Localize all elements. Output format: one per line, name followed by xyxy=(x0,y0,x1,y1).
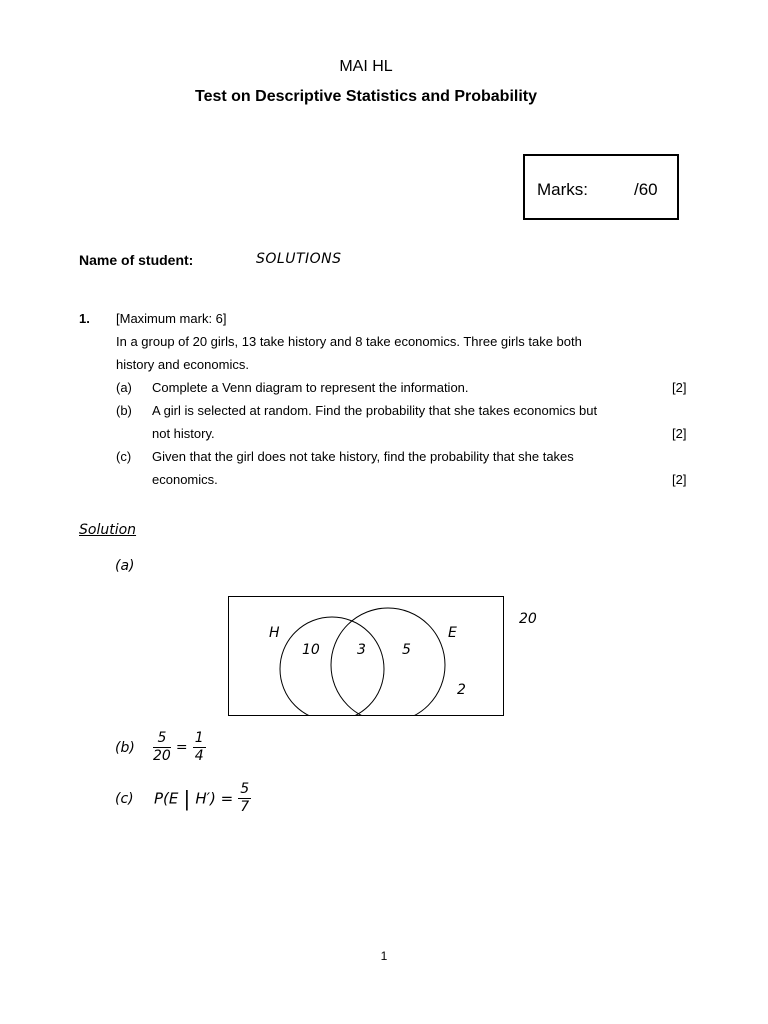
fraction-numerator: 1 xyxy=(194,730,204,746)
solution-part-a-label: (a) xyxy=(115,558,135,574)
student-name-value: SOLUTIONS xyxy=(256,251,342,267)
probability-expression-right: H′) = xyxy=(195,789,234,808)
fraction-5-20 xyxy=(153,730,171,765)
part-b-mark: [2] xyxy=(672,426,687,441)
solution-heading: Solution xyxy=(79,522,137,538)
probability-expression-left: P(E xyxy=(154,789,179,808)
solution-part-b-expression xyxy=(153,730,206,765)
equals-sign: = xyxy=(175,739,188,756)
page-number: 1 xyxy=(380,949,388,963)
marks-label: Marks: xyxy=(537,180,588,199)
marks-total: /60 xyxy=(634,180,658,199)
venn-e-only-value: 5 xyxy=(402,642,411,658)
part-b-text-line-2: not history. xyxy=(152,426,215,441)
part-b-letter: (b) xyxy=(116,403,132,418)
venn-circle-e xyxy=(331,608,445,716)
part-a-text: Complete a Venn diagram to represent the information. xyxy=(152,380,469,395)
question-number: 1. xyxy=(79,311,90,326)
solution-part-c-expression xyxy=(154,781,251,816)
part-c-text-line-1: Given that the girl does not take history, find the probability that she takes xyxy=(152,449,574,464)
fraction-denominator: 4 xyxy=(194,748,204,764)
part-a-mark: [2] xyxy=(672,380,687,395)
test-title: Test on Descriptive Statistics and Probability xyxy=(194,88,537,105)
fraction-denominator: 7 xyxy=(240,799,250,815)
fraction-5-7 xyxy=(238,781,251,816)
venn-set-h-label: H xyxy=(269,625,280,641)
part-c-letter: (c) xyxy=(116,449,132,464)
venn-universal-total: 20 xyxy=(519,611,537,627)
course-title: MAI HL xyxy=(339,58,393,75)
part-b-text-line-1: A girl is selected at random. Find the probability that she takes economics but xyxy=(152,403,598,418)
solution-part-b-label: (b) xyxy=(115,740,135,756)
fraction-numerator: 5 xyxy=(240,781,250,797)
part-c-mark: [2] xyxy=(672,472,687,487)
venn-diagram xyxy=(228,596,504,716)
part-c-text-line-2: economics. xyxy=(152,472,218,487)
student-name-label: Name of student: xyxy=(79,252,194,268)
given-bar: | xyxy=(183,786,191,811)
part-a-letter: (a) xyxy=(116,380,132,395)
question-max-mark: [Maximum mark: 6] xyxy=(116,311,227,326)
venn-neither-value: 2 xyxy=(457,682,466,698)
fraction-numerator: 5 xyxy=(153,730,171,748)
venn-h-only-value: 10 xyxy=(302,642,320,658)
venn-set-e-label: E xyxy=(448,625,457,641)
solution-part-c-label: (c) xyxy=(115,791,134,807)
venn-both-value: 3 xyxy=(357,642,366,658)
question-stem-line-2: history and economics. xyxy=(116,357,249,372)
question-stem-line-1: In a group of 20 girls, 13 take history and 8 take economics. Three girls take both xyxy=(116,334,582,349)
marks-box xyxy=(523,154,679,220)
fraction-1-4 xyxy=(193,730,206,765)
fraction-denominator: 20 xyxy=(153,748,171,764)
venn-circle-h xyxy=(280,617,384,716)
